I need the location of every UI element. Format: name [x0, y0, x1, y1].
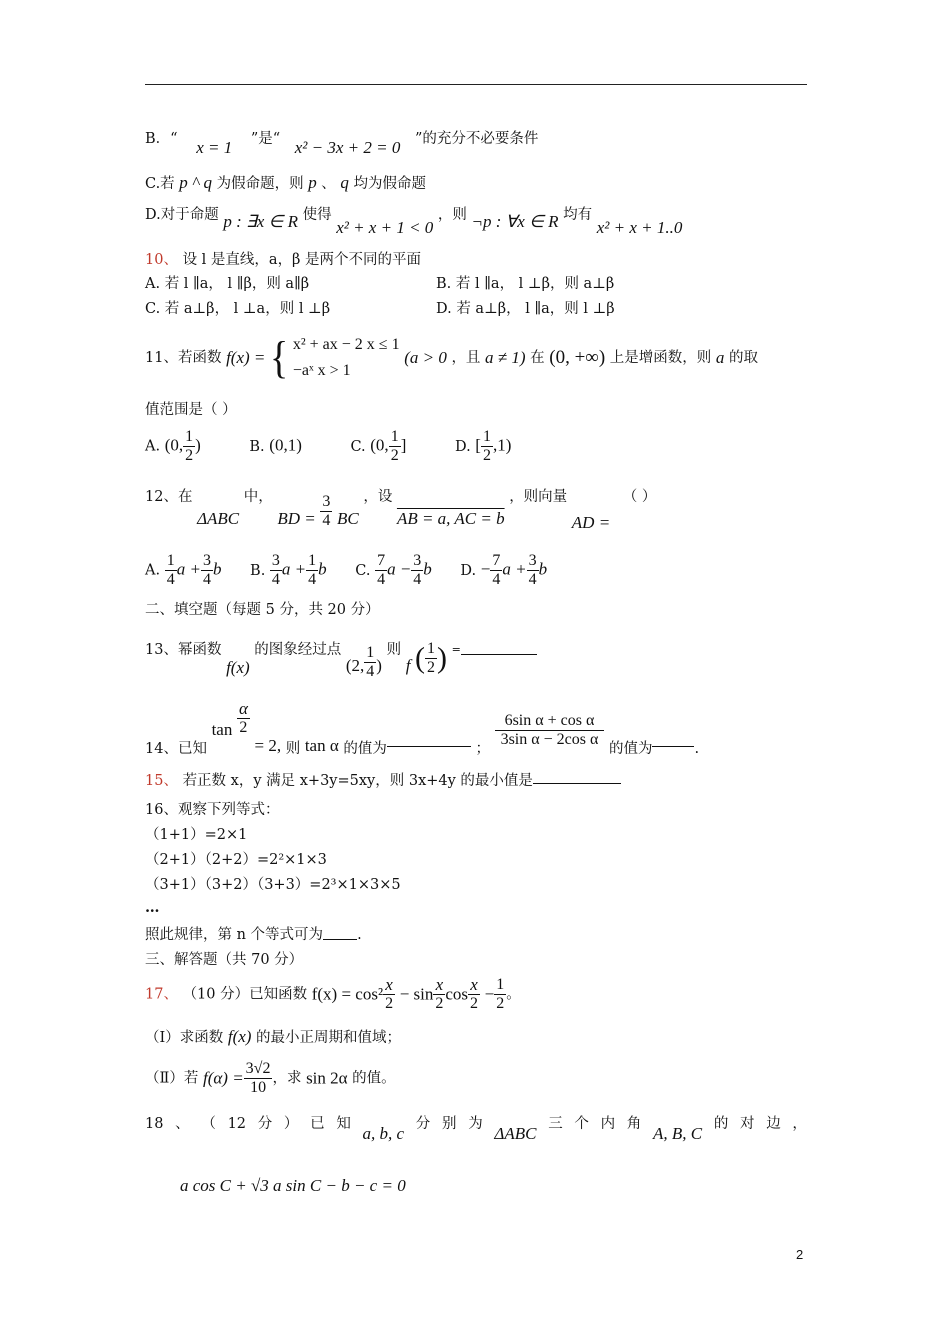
text: 若正数 x，y 满足 x+3y=5xy，则 3x+4y 的最小值是: [182, 773, 533, 789]
math: (0, +∞): [549, 347, 606, 368]
answer-blank[interactable]: [323, 925, 357, 940]
numerator: 7: [377, 552, 386, 569]
text: 设 l 是直线，a，β 是两个不同的平面: [182, 252, 422, 268]
text: 的值。: [352, 1070, 396, 1087]
numerator: 1: [482, 428, 491, 445]
piecewise: [293, 332, 400, 384]
answer-blank[interactable]: [533, 771, 621, 784]
denominator: 2: [482, 447, 491, 464]
math: x² + x + 1..0: [596, 218, 683, 237]
option-label: C.: [355, 562, 371, 579]
denominator: 4: [528, 571, 537, 588]
math: (0,: [370, 435, 389, 455]
text: 中，: [243, 489, 273, 505]
q11-stem: [145, 332, 758, 384]
answer-blank[interactable]: [461, 640, 537, 655]
text: 的值为: [608, 740, 653, 757]
text: 11、若函数: [145, 350, 222, 366]
numerator: α: [238, 699, 248, 718]
q12-options: [145, 552, 547, 589]
denominator: 2: [390, 447, 399, 464]
q10-option-c: [145, 299, 330, 319]
math: [: [475, 435, 481, 455]
text: 内: [600, 1116, 616, 1132]
q17-part2: [145, 1060, 396, 1097]
paren-icon: (: [415, 641, 426, 675]
math: BC: [336, 508, 359, 528]
fraction: [364, 644, 376, 681]
text: 三: [548, 1116, 563, 1132]
q11-options: [145, 428, 511, 465]
text: 的最小正周期和值域；: [256, 1030, 402, 1046]
denominator: 4: [366, 663, 375, 680]
numerator: 1: [390, 428, 399, 445]
text: ，且: [451, 350, 481, 366]
option-label: D.: [454, 438, 471, 455]
text: ”的充分不必要条件: [414, 131, 539, 147]
math: p: [308, 173, 317, 192]
text: 则: [285, 740, 301, 757]
numerator: x: [468, 976, 480, 995]
fraction: [389, 428, 401, 465]
math: a +: [176, 559, 201, 579]
text: 上是增函数，则: [609, 350, 712, 366]
text: 的图象经过点: [254, 642, 342, 658]
math: AD =: [571, 512, 611, 532]
denominator: 2: [496, 995, 505, 1012]
math: b: [318, 559, 327, 579]
math: ]: [400, 435, 407, 455]
math: p : ∃x ∈ R: [223, 212, 298, 231]
math: (a > 0: [404, 348, 447, 367]
question-number: 17、: [145, 986, 178, 1003]
math: AB = a, AC = b: [396, 508, 505, 528]
text: 的取: [729, 350, 759, 366]
text: ”是“: [250, 131, 281, 147]
q12-stem: [145, 487, 657, 532]
option-label: B.: [250, 562, 266, 579]
q16-ask: [145, 925, 362, 945]
numerator: 6sin α + cos α: [495, 712, 605, 731]
denominator: 4: [202, 571, 211, 588]
fraction: [494, 976, 506, 1013]
q16-line2: [145, 850, 327, 870]
math: ΔABC: [197, 508, 240, 528]
text: A. 若 l ∥a， l ∥β，则 a∥β: [145, 276, 310, 292]
numerator: x: [383, 976, 395, 995]
math: ): [195, 435, 201, 455]
fraction: [468, 976, 480, 1013]
text: （3+1）（3+2）（3+3）=2³×1×3×5: [145, 877, 401, 893]
q9-option-c: [145, 173, 426, 194]
text: （ ）: [622, 489, 657, 505]
math: a −: [387, 559, 412, 579]
denominator: 2: [185, 447, 194, 464]
numerator: 3: [271, 552, 280, 569]
math: b: [423, 559, 432, 579]
q9-option-d: [145, 204, 683, 237]
fraction: [411, 552, 423, 589]
option-label: A.: [145, 562, 161, 579]
fraction: [244, 1060, 273, 1097]
text: 均有: [563, 207, 593, 223]
math: f: [405, 655, 411, 675]
math: sin 2α: [306, 1068, 348, 1088]
numerator: 1: [185, 428, 194, 445]
math: (2,: [345, 655, 365, 675]
math: a cos C + √3 a sin C − b − c = 0: [180, 1176, 406, 1195]
math: BD =: [277, 508, 316, 528]
fraction: [425, 640, 437, 677]
denominator: 4: [492, 571, 501, 588]
numerator: 1: [308, 552, 317, 569]
text: 三、解答题（共 70 分）: [145, 952, 304, 968]
text: 、: [175, 1116, 190, 1132]
paren-icon: ): [437, 641, 448, 675]
q18-equation: [180, 1176, 406, 1197]
text: 对: [740, 1116, 755, 1132]
text: ，: [792, 1116, 807, 1132]
text: =: [451, 643, 461, 656]
numerator: 7: [492, 552, 501, 569]
math: (0,1): [269, 435, 302, 455]
numerator: 3: [322, 493, 331, 510]
fraction: [306, 552, 318, 589]
text: 16、观察下列等式：: [145, 802, 280, 818]
fraction: [320, 493, 332, 530]
math: −: [484, 984, 495, 1004]
denominator: 4: [377, 571, 386, 588]
text: （Ⅱ）若: [145, 1070, 199, 1087]
text: ）: [283, 1116, 299, 1132]
text: 分: [257, 1116, 273, 1132]
question-number: 10、: [145, 252, 178, 268]
numerator: 1: [496, 976, 505, 993]
q15: [145, 771, 621, 791]
q18-stem: [145, 1114, 807, 1143]
math: p ^ q: [179, 173, 212, 192]
math: q: [340, 173, 349, 192]
numerator: x: [433, 976, 445, 995]
math: a +: [281, 559, 307, 579]
text: 二、填空题（每题 5 分，共 20 分）: [145, 602, 380, 618]
fraction: [481, 428, 493, 465]
piece: −aˣ x > 1: [292, 362, 351, 379]
text: 14、已知: [145, 740, 207, 757]
q16-title: [145, 800, 279, 820]
math: b: [212, 559, 222, 579]
text: 在: [530, 350, 545, 366]
text: （10 分）已知函数: [182, 986, 308, 1003]
fraction: [165, 552, 177, 589]
q11-line2: [145, 400, 237, 420]
fraction: [383, 976, 395, 1013]
math: (0,: [164, 435, 184, 455]
text: D. 若 a⊥β， l ∥a，则 l ⊥β: [436, 301, 615, 317]
text: 个: [574, 1116, 589, 1132]
numerator: 3: [413, 552, 422, 569]
fraction: [183, 428, 195, 465]
q10-option-d: [436, 299, 615, 319]
text: 角: [626, 1116, 642, 1132]
math: = 2,: [254, 735, 282, 755]
math: b: [538, 559, 548, 579]
numerator: 3: [528, 552, 537, 569]
text: B. 若 l ∥a， l ⊥β，则 a⊥β: [436, 276, 615, 292]
text: （Ⅰ）求函数: [145, 1030, 224, 1046]
math: −: [480, 559, 491, 579]
page-number: 2: [796, 1247, 804, 1262]
denominator: 4: [166, 571, 175, 588]
text: .: [357, 927, 362, 943]
fraction: [495, 712, 605, 749]
math: a, b, c: [362, 1124, 405, 1143]
math: ¬p : ∀x ∈ R: [471, 212, 559, 231]
text: 照此规律，第 n 个等式可为: [145, 927, 324, 943]
math: tan α: [304, 735, 339, 755]
question-number: 15、: [145, 773, 178, 789]
text: ，则向量: [509, 489, 568, 505]
denominator: 2: [435, 995, 444, 1012]
numerator: 1: [427, 640, 436, 657]
answer-blank[interactable]: [387, 732, 471, 747]
text: 值范围是（ ）: [145, 402, 237, 418]
math: f(x): [227, 1027, 252, 1046]
text: 12: [227, 1116, 247, 1132]
text: 的: [713, 1116, 729, 1132]
fraction: [270, 552, 282, 589]
section-heading-3: [145, 950, 303, 970]
text: 分: [415, 1116, 431, 1132]
numerator: 1: [166, 552, 175, 569]
text: 已: [310, 1116, 325, 1132]
piece: x² + ax − 2 x ≤ 1: [292, 336, 400, 353]
header-rule: [145, 84, 807, 85]
denominator: 10: [250, 1079, 267, 1096]
text: 为: [468, 1116, 483, 1132]
math: A, B, C: [653, 1124, 703, 1143]
q9-option-b: [145, 128, 539, 157]
text: ；: [475, 740, 490, 757]
answer-blank[interactable]: [652, 732, 694, 747]
q10-option-a: [145, 274, 309, 294]
text: （2+1）（2+2）=2²×1×3: [145, 852, 327, 868]
denominator: 4: [271, 571, 280, 588]
text: C. 若 a⊥β， l ⊥a，则 l ⊥β: [145, 301, 331, 317]
text: 知: [336, 1116, 351, 1132]
math: f(x): [226, 657, 250, 677]
text: B．“: [145, 131, 178, 147]
q10-option-b: [436, 274, 614, 294]
text: 边: [766, 1116, 781, 1132]
text: ，则: [437, 207, 467, 223]
math: x² + x + 1 < 0: [336, 218, 434, 237]
option-label: A.: [145, 438, 161, 455]
math: − sin: [399, 984, 434, 1004]
text: （1+1）=2×1: [145, 827, 248, 843]
text: .: [694, 740, 700, 757]
text: ，求: [272, 1070, 302, 1087]
q16-line3: [145, 875, 401, 895]
q14: [145, 699, 700, 757]
denominator: 3sin α − 2cos α: [500, 731, 599, 748]
denominator: 4: [413, 571, 422, 588]
q10-stem: [145, 250, 421, 270]
option-label: B.: [249, 438, 265, 455]
text: （: [201, 1116, 216, 1132]
denominator: 4: [308, 571, 317, 588]
math: ): [376, 655, 382, 675]
fraction: [375, 552, 387, 589]
numerator: 3√2: [245, 1060, 271, 1077]
math: a: [715, 348, 725, 367]
math: x² − 3x + 2 = 0: [294, 138, 401, 157]
denominator: 2: [385, 995, 394, 1012]
math: f(x) =: [226, 348, 266, 367]
text: …: [145, 899, 160, 916]
fraction: [237, 700, 250, 737]
math: a ≠ 1): [485, 348, 526, 367]
denominator: 4: [322, 512, 331, 529]
denominator: 2: [470, 995, 479, 1012]
fraction: [490, 552, 502, 589]
text: 、: [321, 176, 336, 192]
q17-stem: [145, 976, 521, 1013]
math: ,1): [492, 435, 512, 455]
text: 均为假命题: [353, 176, 427, 192]
text: ，设: [363, 489, 393, 505]
fraction: [433, 976, 445, 1013]
numerator: 1: [366, 644, 375, 661]
question-number: 18: [145, 1116, 164, 1132]
math: x = 1: [196, 138, 233, 157]
brace-icon: {: [269, 332, 289, 384]
fraction: [201, 552, 213, 589]
text: 使得: [302, 207, 332, 223]
math: cos: [445, 984, 469, 1004]
denominator: 2: [427, 659, 436, 676]
q17-part1: [145, 1027, 401, 1048]
math: a +: [502, 559, 527, 579]
fraction: [527, 552, 539, 589]
option-label: D.: [460, 562, 477, 579]
q13: [145, 640, 537, 680]
text: 12、在: [145, 489, 193, 505]
text: 。: [506, 986, 521, 1003]
text: C.若: [145, 176, 175, 192]
option-label: C.: [350, 438, 366, 455]
text: 别: [441, 1116, 457, 1132]
text: 的值为: [343, 740, 387, 757]
text: D.对于命题: [145, 207, 219, 223]
text: 为假命题，则: [216, 176, 304, 192]
section-heading-2: [145, 600, 380, 620]
text: 则: [386, 642, 402, 658]
math: ΔABC: [494, 1124, 537, 1143]
text: 13、幂函数: [145, 642, 222, 658]
math: tan: [211, 719, 233, 739]
denominator: 2: [239, 719, 248, 736]
math: f(α) =: [202, 1068, 244, 1088]
q16-dots: [145, 898, 160, 918]
numerator: 3: [202, 552, 211, 569]
q16-line1: [145, 825, 247, 845]
math: f(x) = cos²: [311, 984, 384, 1004]
